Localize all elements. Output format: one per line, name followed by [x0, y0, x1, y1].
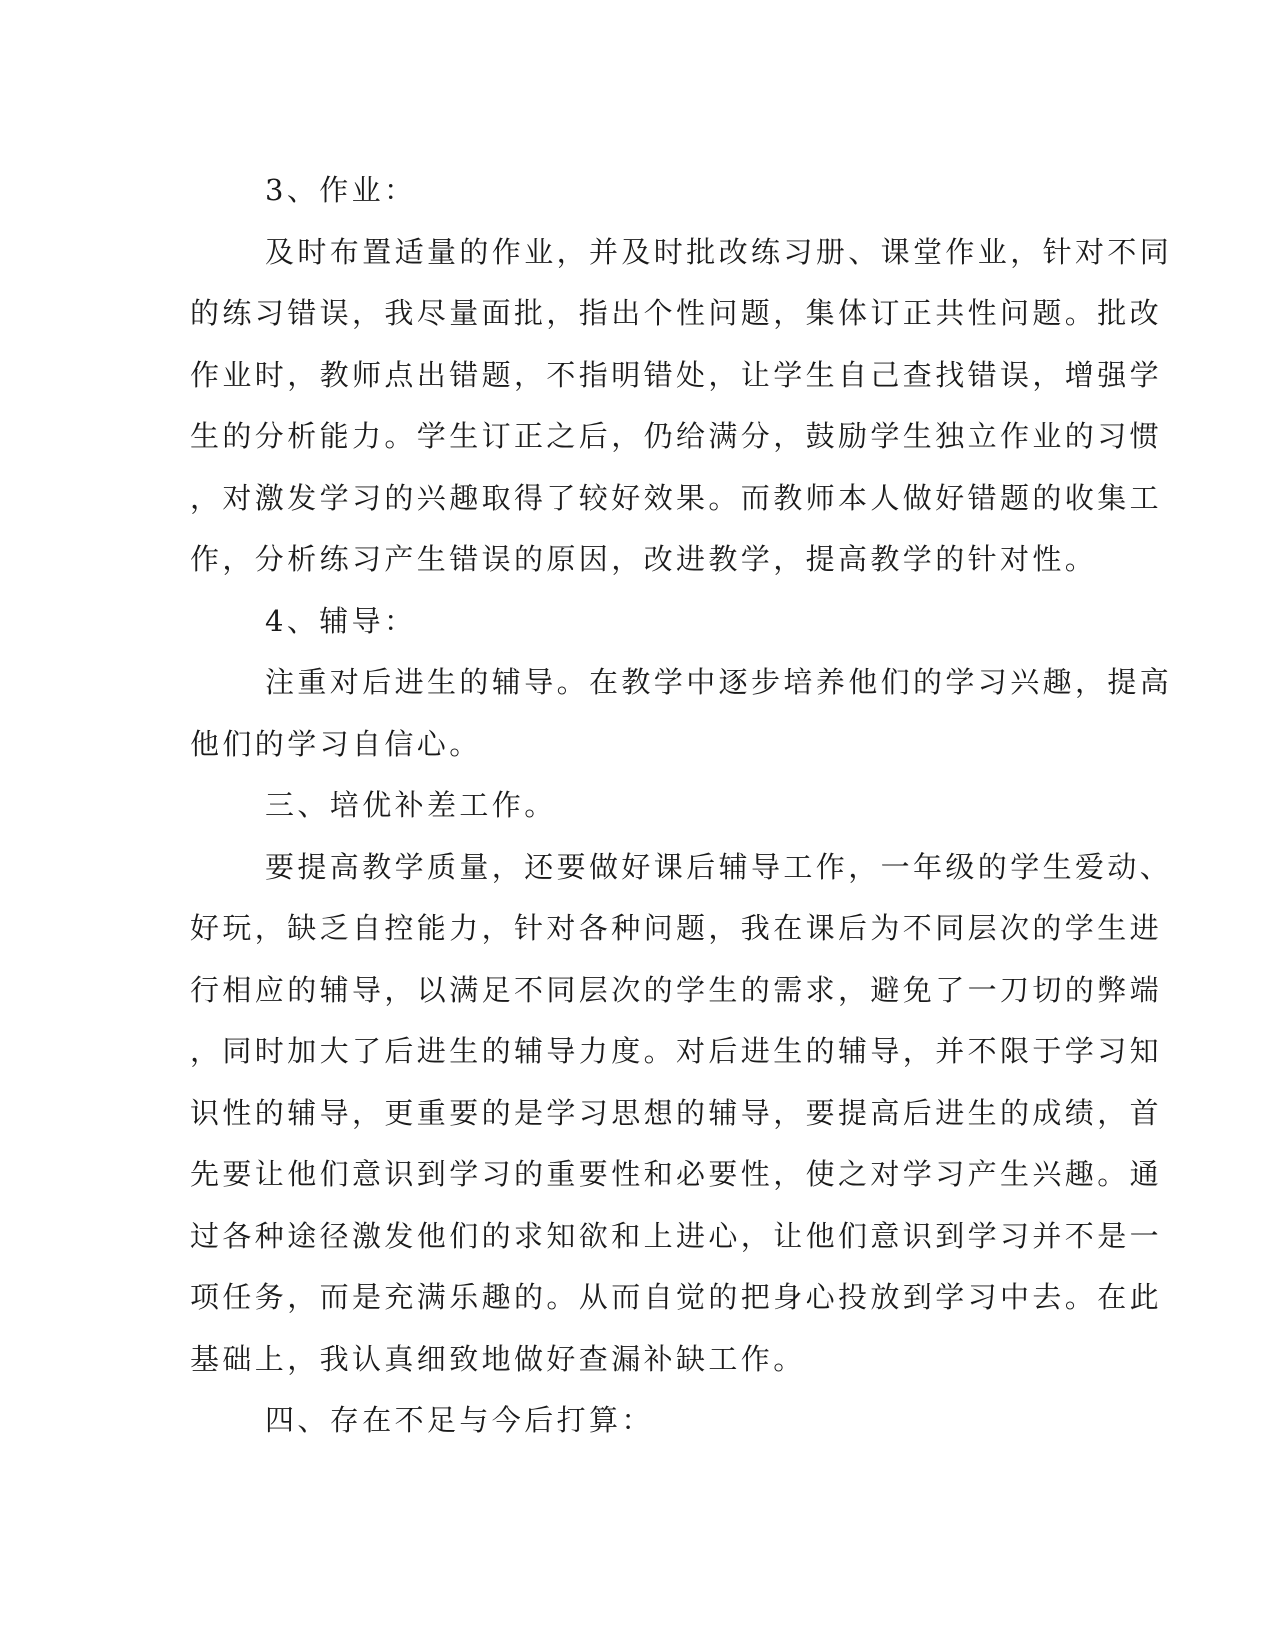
section-heading-remedial-work: 三、培优补差工作。: [265, 788, 557, 822]
paragraph-line: 识性的辅导，更重要的是学习思想的辅导，要提高后进生的成绩，首: [190, 1095, 1163, 1130]
paragraph-line: 的练习错误，我尽量面批，指出个性问题，集体订正共性问题。批改: [190, 296, 1163, 330]
section-heading-tutoring: 4、辅导：: [265, 603, 417, 638]
paragraph-line: 及时布置适量的作业，并及时批改练习册、课堂作业，针对不同: [265, 234, 1173, 269]
section-heading-shortcomings: 四、存在不足与今后打算：: [265, 1403, 654, 1437]
paragraph-line: 作业时，教师点出错题，不指明错处，让学生自己查找错误，增强学: [190, 357, 1163, 392]
paragraph-line: 基础上，我认真细致地做好查漏补缺工作。: [190, 1341, 806, 1376]
paragraph-line: 过各种途径激发他们的求知欲和上进心，让他们意识到学习并不是一: [190, 1218, 1163, 1253]
paragraph-line: 项任务，而是充满乐趣的。从而自觉的把身心投放到学习中去。在此: [190, 1280, 1163, 1314]
paragraph-line: 作，分析练习产生错误的原因，改进教学，提高教学的针对性。: [190, 542, 1098, 576]
paragraph-line: 要提高教学质量，还要做好课后辅导工作，一年级的学生爱动、: [265, 849, 1173, 884]
paragraph-line: 生的分析能力。学生订正之后，仍给满分，鼓励学生独立作业的习惯: [190, 419, 1163, 453]
paragraph-line: 先要让他们意识到学习的重要性和必要性，使之对学习产生兴趣。通: [190, 1157, 1163, 1191]
paragraph-line: 行相应的辅导，以满足不同层次的学生的需求，避免了一刀切的弊端: [190, 972, 1163, 1007]
paragraph-line: ，对激发学习的兴趣取得了较好效果。而教师本人做好错题的收集工: [190, 480, 1163, 515]
paragraph-line: ，同时加大了后进生的辅导力度。对后进生的辅导，并不限于学习知: [190, 1034, 1163, 1068]
paragraph-line: 注重对后进生的辅导。在教学中逐步培养他们的学习兴趣，提高: [265, 665, 1173, 699]
paragraph-line: 好玩，缺乏自控能力，针对各种问题，我在课后为不同层次的学生进: [190, 911, 1163, 945]
section-heading-homework: 3、作业：: [265, 173, 417, 207]
paragraph-line: 他们的学习自信心。: [190, 726, 482, 761]
document-body: [190, 160, 1173, 1452]
